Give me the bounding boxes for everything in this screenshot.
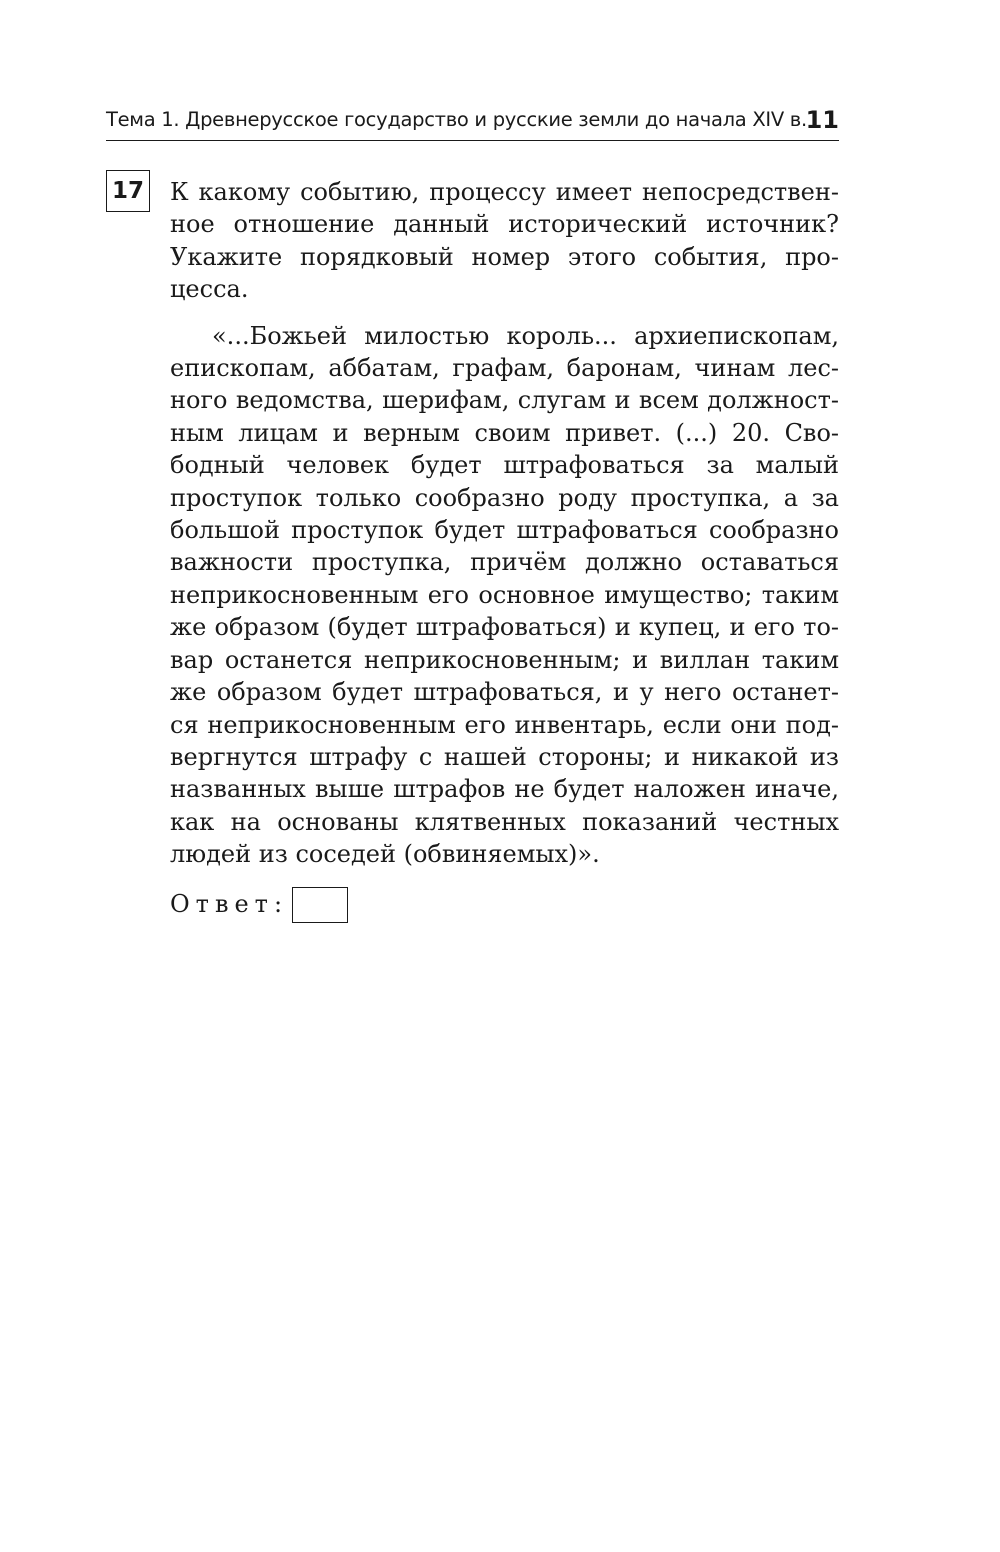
task-number-box: 17 <box>106 170 150 212</box>
answer-input-box[interactable] <box>292 887 348 923</box>
task-question: К какому событию, процессу имеет непосредственное отношение данный исторический источник? Укажите порядковый номер этого события, процесса. <box>170 178 839 304</box>
answer-label: Ответ: <box>170 890 289 919</box>
running-header <box>106 104 839 141</box>
page-number: 11 <box>805 106 839 134</box>
task-body <box>170 176 839 923</box>
historical-source-quote: «...Божьей милостью король... архиепископам, епископам, аббатам, графам, баронам, чинам лесного ведомства, шерифам, слугам и всем должностным лицам и верным своим привет. (...) 20. Свободный человек будет штрафоваться за малый проступок только сообразно роду проступка, а за большой проступок будет штрафоваться сообразно важности проступка, причём должно оставаться неприкосновенным его основное имущество; таким же образом (будет штрафоваться) и купец, и его товар останется неприкосновенным; и виллан таким же образом будет штрафоваться, и у него останется неприкосновенным его инвентарь, если они подвергнутся штрафу с нашей стороны; и никакой из названных выше штрафов не будет наложен иначе, как на основаны клятвенных показаний честных людей из соседей (обвиняемых)». <box>170 321 839 869</box>
answer-row <box>170 887 839 923</box>
chapter-title: Тема 1. Древнерусское государство и русские земли до начала XIV в. <box>106 108 807 131</box>
